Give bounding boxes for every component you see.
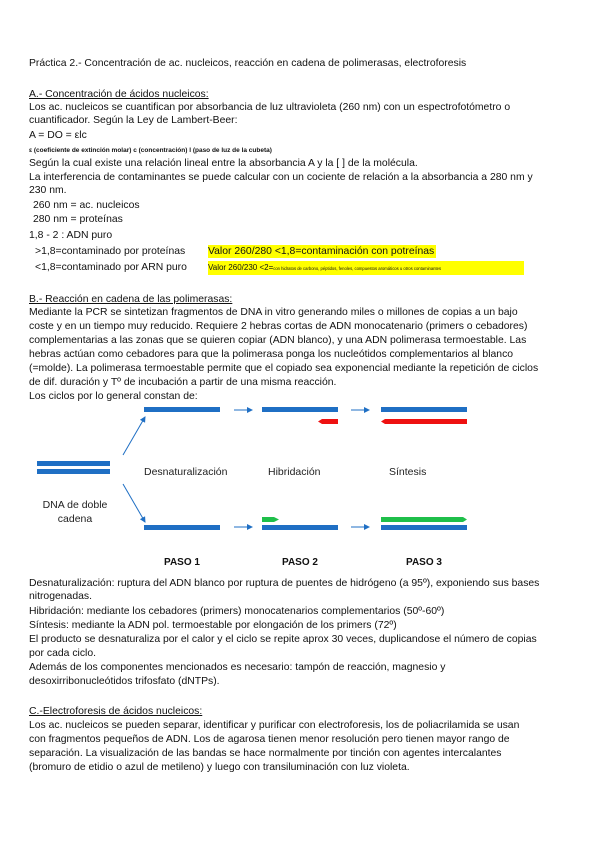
step2-bottom-strand xyxy=(262,525,338,530)
step2-red-primer xyxy=(318,419,338,424)
ratio-rna: <1,8=contaminado por ARN puro xyxy=(35,262,187,273)
section-a-heading: A.- Concentración de ácidos nucleicos: xyxy=(29,89,209,100)
highlight-260-280: Valor 260/280 <1,8=contaminación con potreínas xyxy=(208,246,435,257)
section-c-line: separación. La visualización de las bandas se hace normalmente por tinción con agentes intercalantes xyxy=(29,748,502,759)
step3-bottom-strand xyxy=(381,525,467,530)
section-b-heading: B.- Reacción en cadena de las polimerasas: xyxy=(29,294,233,305)
step-desc: Síntesis: mediante la ADN pol. termoestable por elongación de los primers (72º) xyxy=(29,620,397,631)
step-desc: Hibridación: mediante los cebadores (primers) monocatenarios complementarios (50º-60º) xyxy=(29,606,445,617)
section-a-line: Los ac. nucleicos se cuantifican por absorbancia de luz ultravioleta (260 nm) con un espectrofotómetro o xyxy=(29,102,511,113)
section-b-line: Mediante la PCR se sintetizan fragmentos de DNA in vitro generando miles o millones de copias a un bajo xyxy=(29,307,518,318)
section-a-line: 230 nm. xyxy=(29,185,67,196)
label-dna-line2: cadena xyxy=(57,513,93,525)
section-c-line: (bromuro de etidio o azul de metileno) y luego con transiluminación con luz violeta. xyxy=(29,762,410,773)
highlight-260-230-main: Valor 260/230 <2= xyxy=(208,263,274,272)
step1-top-strand xyxy=(144,407,220,412)
section-b-line: complementarias a las zonas que se quieren copiar (ADN blanco), y una ADN polimerasa termoestable. Las xyxy=(29,335,527,346)
page-title: Práctica 2.- Concentración de ac. nucleicos, reacción en cadena de polimerasas, electroforesis xyxy=(29,58,467,69)
section-b-line: de dif. duración y Tº de incubación a partir de una misma reacción. xyxy=(29,377,337,388)
section-c-line: con fragmentos pequeños de ADN. Los de agarosa tienen menor resolución pero tienen mayor rango de xyxy=(29,734,510,745)
formula-legend: ε (coeficiente de extinción molar) c (concentración) l (paso de luz de la cubeta) xyxy=(29,147,272,154)
ratio-protein: >1,8=contaminado por proteínas xyxy=(35,246,186,257)
step2-top-strand xyxy=(262,407,338,412)
step2-green-primer xyxy=(262,517,279,522)
highlight-260-230-small: con hidratos de carbono, péptidos, fenoles, compuestos aromáticos u otros contaminantes xyxy=(273,266,442,271)
label-dna-line1: DNA de doble xyxy=(42,499,108,511)
step1-bottom-strand xyxy=(144,525,220,530)
components-desc: Además de los componentes mencionados es necesario: tampón de reacción, magnesio y xyxy=(29,662,446,673)
section-a-line: cuantificador. Según la Ley de Lambert-Beer: xyxy=(29,115,238,126)
step-desc: Desnaturalización: ruptura del ADN blanco por ruptura de puentes de hidrógeno (a 95º), exponiendo sus bases xyxy=(29,578,540,589)
section-a-line: Según la cual existe una relación lineal entre la absorbancia A y la [ ] de la molécula. xyxy=(29,158,418,169)
label-step3: Síntesis xyxy=(389,466,427,478)
ratio-pure: 1,8 - 2 : ADN puro xyxy=(29,230,113,241)
step-desc: nitrogenadas. xyxy=(29,591,92,602)
paso-2: PASO 2 xyxy=(282,557,318,568)
split-arrow-up xyxy=(123,417,145,455)
section-b-line: Los ciclos por lo general constan de: xyxy=(29,391,198,402)
section-b-line: (=molde). La polimerasa termoestable permite que el copiado sea exponencial mediante la repetición de ciclos xyxy=(29,363,539,374)
section-c-heading: C.-Electroforesis de ácidos nucleicos: xyxy=(29,706,203,717)
split-arrow-down xyxy=(123,484,145,522)
section-b-line: hebras actúan como cebadores para que la polimerasa ponga los nucleótidos complementarios al blanco xyxy=(29,349,514,360)
section-b-line: coste y en un tiempo muy reducido. Requiere 2 hebras cortas de ADN monocatenario (primers o cebadores) xyxy=(29,321,528,332)
wavelength-item: 260 nm = ac. nucleicos xyxy=(33,200,140,211)
step3-green-strand xyxy=(381,517,467,522)
components-desc: desoxirribonucleótidos trifosfato (dNTPs). xyxy=(29,676,220,687)
step3-top-strand xyxy=(381,407,467,412)
cycle-desc: El producto se desnaturaliza por el calor y el ciclo se repite aprox 30 veces, duplicandose el número de copias xyxy=(29,634,537,645)
label-step1: Desnaturalización xyxy=(144,466,228,478)
section-a-line: La interferencia de contaminantes se puede calcular con un cociente de relación a la absorbancia a 280 nm y xyxy=(29,172,533,183)
paso-1: PASO 1 xyxy=(164,557,200,568)
cycle-desc: por cada ciclo. xyxy=(29,648,96,659)
formula-line: A = DO = εlc xyxy=(29,130,87,141)
label-step2: Hibridación xyxy=(268,466,321,478)
section-c-line: Los ac. nucleicos se pueden separar, identificar y purificar con electroforesis, los de poliacrilamida se usan xyxy=(29,720,520,731)
wavelength-item: 280 nm = proteínas xyxy=(33,214,123,225)
double-strand-top xyxy=(37,461,110,466)
step3-red-strand xyxy=(381,419,467,424)
paso-3: PASO 3 xyxy=(406,557,442,568)
double-strand-bottom xyxy=(37,469,110,474)
